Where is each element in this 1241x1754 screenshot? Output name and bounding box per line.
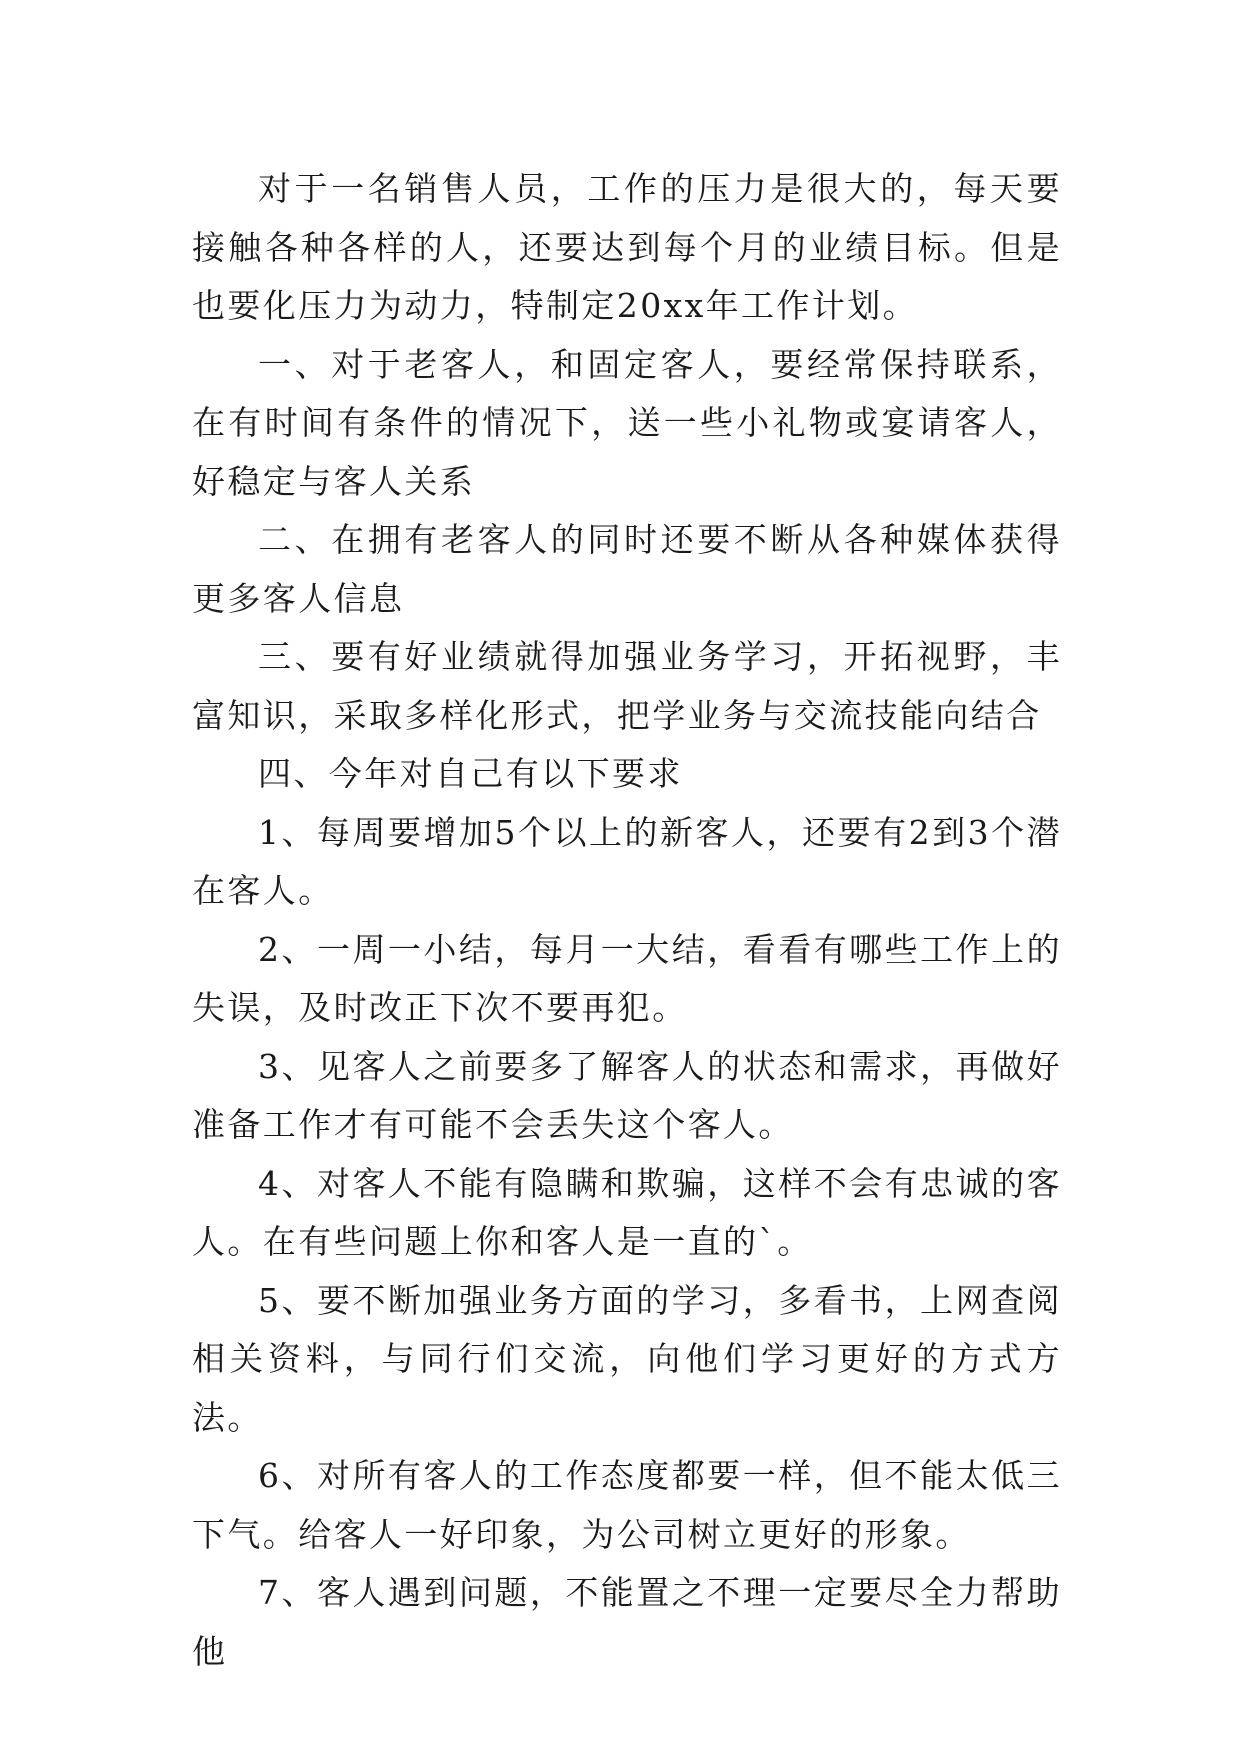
paragraph-requirement-3: 3、见客人之前要多了解客人的状态和需求，再做好准备工作才有可能不会丢失这个客人。 bbox=[192, 1046, 1062, 1144]
paragraph-requirement-1: 1、每周要增加5个以上的新客人，还要有2到3个潜在客人。 bbox=[192, 812, 1062, 910]
paragraph-intro: 对于一名销售人员，工作的压力是很大的，每天要接触各种各样的人，还要达到每个月的业绩目标。但是也要化压力为动力，特制定20xx年工作计划。 bbox=[192, 169, 1062, 325]
paragraph-requirement-4: 4、对客人不能有隐瞒和欺骗，这样不会有忠诚的客人。在有些问题上你和客人是一直的`。 bbox=[192, 1163, 1062, 1261]
document-body bbox=[192, 160, 1062, 1681]
paragraph-item-2: 二、在拥有老客人的同时还要不断从各种媒体获得更多客人信息 bbox=[192, 520, 1062, 618]
paragraph-item-4: 四、今年对自己有以下要求 bbox=[258, 754, 683, 793]
paragraph-requirement-2: 2、一周一小结，每月一大结，看看有哪些工作上的失误，及时改正下次不要再犯。 bbox=[192, 929, 1062, 1027]
paragraph-requirement-5: 5、要不断加强业务方面的学习，多看书，上网查阅相关资料，与同行们交流，向他们学习更好的方式方法。 bbox=[192, 1280, 1062, 1437]
paragraph-item-1: 一、对于老客人，和固定客人，要经常保持联系，在有时间有条件的情况下，送一些小礼物或宴请客人，好稳定与客人关系 bbox=[192, 344, 1062, 501]
paragraph-item-3: 三、要有好业绩就得加强业务学习，开拓视野，丰富知识，采取多样化形式，把学业务与交流技能向结合 bbox=[192, 637, 1062, 735]
paragraph-requirement-6: 6、对所有客人的工作态度都要一样，但不能太低三下气。给客人一好印象，为公司树立更好的形象。 bbox=[192, 1456, 1062, 1554]
paragraph-requirement-7: 7、客人遇到问题，不能置之不理一定要尽全力帮助他 bbox=[192, 1573, 1062, 1671]
